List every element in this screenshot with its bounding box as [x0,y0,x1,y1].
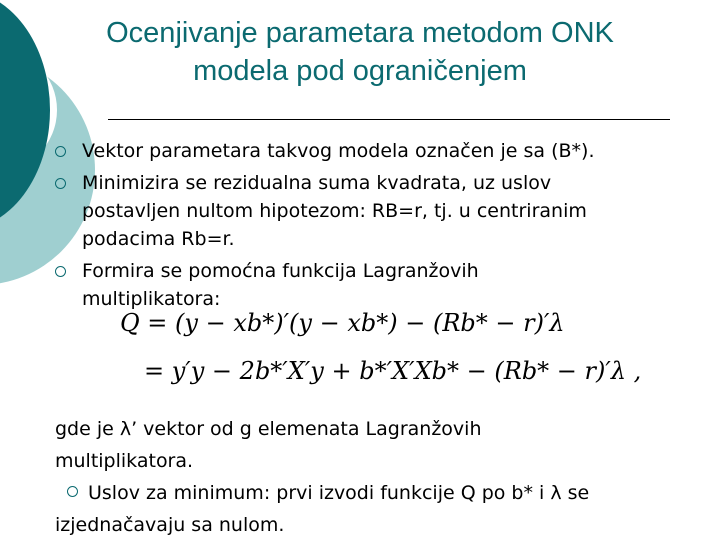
title-line-1: Ocenjivanje parametara metodom ONK [106,17,614,49]
bullet-text-3a: Formira se pomoćna funkcija Lagranžovih [82,260,479,282]
bottom-line-1: gde je λ’ vektor od g elemenata Lagranžovih [55,418,482,440]
bottom-text [55,413,705,541]
bottom-line-3-wrap [55,477,705,509]
bottom-line-3: Uslov za minimum: prvi izvodi funkcije Q po b* i λ se [88,482,590,504]
bullet-text-3b: multiplikatora: [82,288,221,310]
bullet-text-2c: podacima Rb=r. [82,228,235,250]
circle-bullet-icon [55,146,66,157]
bullet-text-2a: Minimizira se rezidualna suma kvadrata, uz uslov [82,172,552,194]
bullet-item-3 [55,257,705,313]
bullet-text-1: Vektor parametara takvog modela označen je sa (B*). [82,140,595,162]
circle-bullet-icon [55,266,66,277]
bullet-item-2 [55,169,705,253]
formula-line-2: = y′y − 2b*′X′y + b*′X′Xb* − (Rb* − r)′λ , [144,357,642,385]
bottom-line-2: multiplikatora. [55,450,194,472]
title-divider [108,119,670,120]
title-line-2: modela pod ograničenjem [193,55,527,87]
formula-line-1: Q = (y − xb*)′(y − xb*) − (Rb* − r)′λ [120,309,565,337]
bullet-list [55,137,705,317]
slide-title [60,14,660,90]
circle-bullet-icon [67,486,78,497]
bottom-line-4: izjednačavaju sa nulom. [55,514,285,536]
circle-bullet-icon [55,178,66,189]
bullet-text-2b: postavljen nultom hipotezom: RB=r, tj. u centriranim [82,200,587,222]
bullet-item-1 [55,137,705,165]
